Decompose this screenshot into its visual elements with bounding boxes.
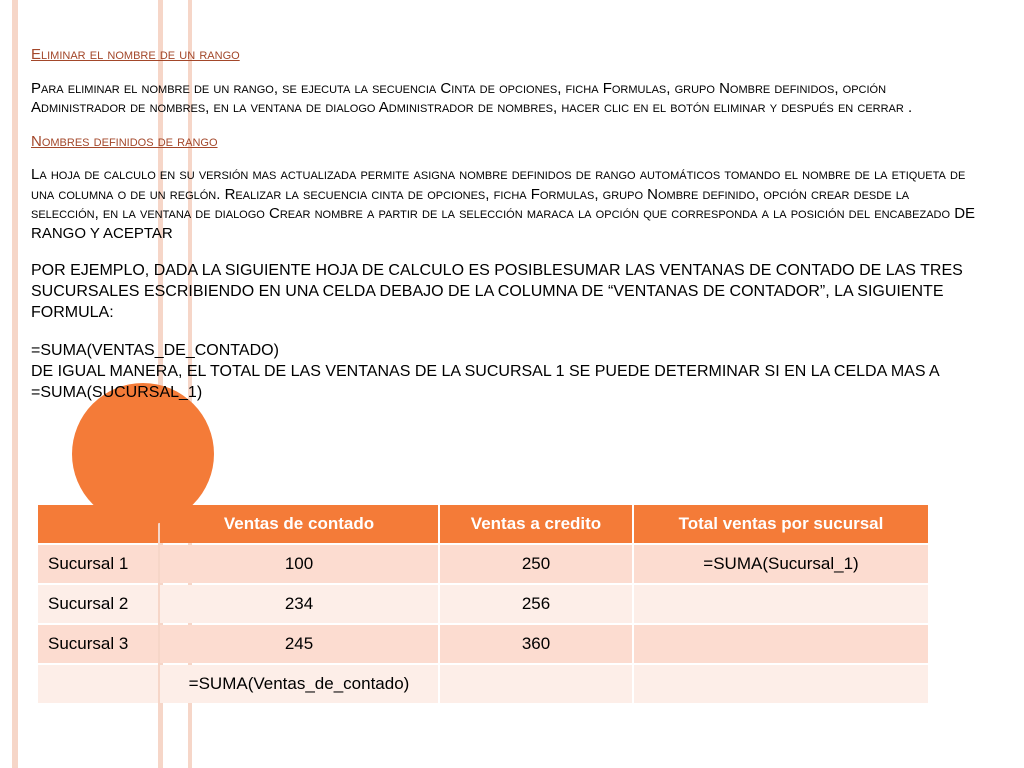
table-cell [634,665,928,703]
table-cell [38,665,158,703]
section-body-eliminar: Para eliminar el nombre de un rango, se ejecuta la secuencia Cinta de opciones, ficha Formulas, grupo Nombre definidos, opción Administrador de nombres, en la ventana de dialogo Administrador de nombres, hacer clic en el botón eliminar y después en cerrar . [31,79,913,116]
section-heading-nombres: Nombres definidos de rango [31,132,218,150]
table-cell [440,665,632,703]
section-body-nombres [31,165,976,243]
table-row [38,665,928,703]
sucursal-paragraph: DE IGUAL MANERA, EL TOTAL DE LAS VENTANAS DE LA SUCURSAL 1 SE PUEDE DETERMINAR SI EN LA CELDA MAS A [31,363,940,381]
table-cell: 100 [160,545,438,583]
formula-sucursal: =SUMA(SUCURSAL_1) [31,383,203,401]
table-cell: 250 [440,545,632,583]
table-header-credito: Ventas a credito [440,505,632,543]
section-heading-eliminar: Eliminar el nombre de un rango [31,46,240,63]
table-row [38,545,928,583]
section-body-nombres-tail: DE RANGO Y ACEPTAR [31,205,976,242]
slide-text [31,45,976,404]
table-cell [634,625,928,663]
table-cell: 245 [160,625,438,663]
decor-stripe-left [12,0,18,768]
example-paragraph: POR EJEMPLO, DADA LA SIGUIENTE HOJA DE CALCULO ES POSIBLESUMAR LAS VENTANAS DE CONTADO DE LAS TRES SUCURSALES ESCRIBIENDO EN UNA CELDA DEBAJO DE LA COLUMNA DE “VENTANAS DE CONTADOR”, LA SIGUIENTE FORMULA: [31,262,963,321]
table-cell [634,585,928,623]
sales-table [36,503,930,705]
table-row [38,585,928,623]
table-cell: =SUMA(Ventas_de_contado) [160,665,438,703]
table-header-total: Total ventas por sucursal [634,505,928,543]
table-cell: Sucursal 2 [38,585,158,623]
table-header-corner [38,505,158,543]
table-cell: 360 [440,625,632,663]
table-row [38,625,928,663]
formula-ventas: =SUMA(VENTAS_DE_CONTADO) [31,342,279,360]
table-cell: Sucursal 3 [38,625,158,663]
table-header-row [38,505,928,543]
table-cell: 234 [160,585,438,623]
table-cell: =SUMA(Sucursal_1) [634,545,928,583]
table-header-contado: Ventas de contado [160,505,438,543]
table-cell: 256 [440,585,632,623]
table-cell: Sucursal 1 [38,545,158,583]
section-body-nombres-text: La hoja de calculo en su versión mas actualizada permite asigna nombre definidos de rango automáticos tomando el nombre de la etiqueta de una columna o de un reglón. Realizar la secuencia cinta de opciones, ficha Formulas, grupo Nombre definido, opción crear desde la selección, en la ventana de dialogo Crear nombre a partir de la selección maraca la opción que corresponda a la posición del encabezado [31,166,966,222]
